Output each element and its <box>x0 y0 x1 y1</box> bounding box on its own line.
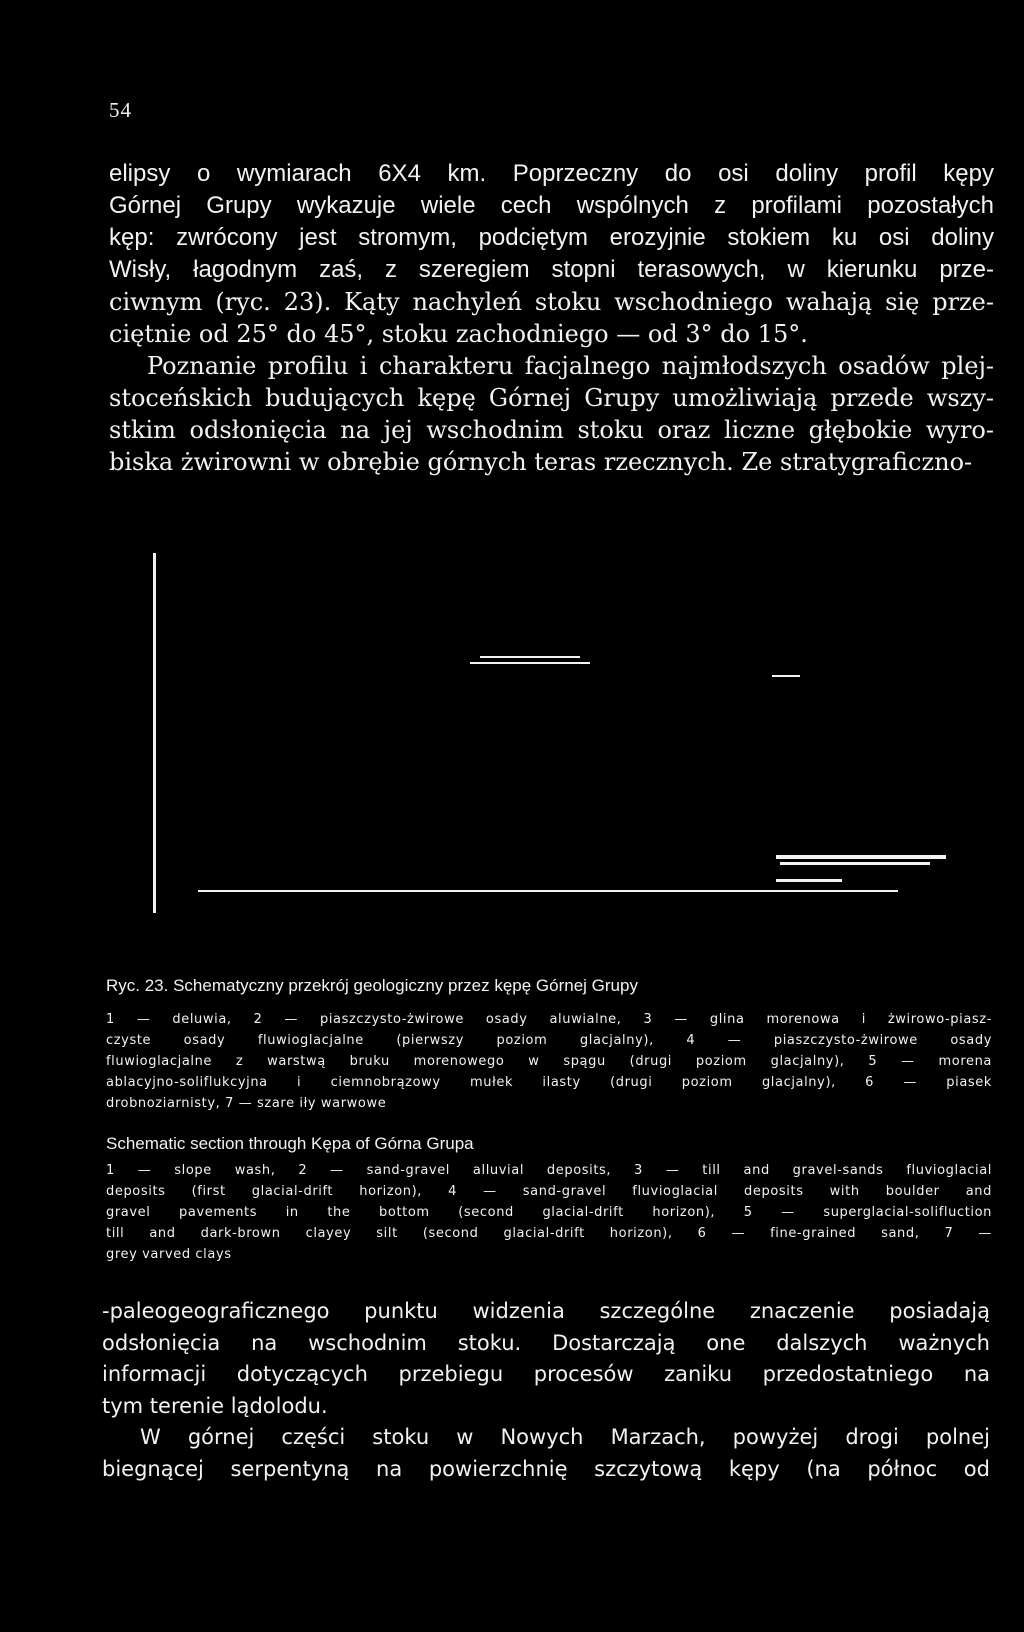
page-number: 54 <box>109 98 132 122</box>
legend-line: fluwioglacjalne z warstwą bruku morenowego w spągu (drugi poziom glacjalny), 5 — morena <box>106 1054 992 1069</box>
legend-line: 1 — slope wash, 2 — sand-gravel alluvial deposits, 3 — till and gravel-sands fluvioglacial <box>106 1163 992 1178</box>
text-line: elipsy o wymiarach 6X4 km. Poprzeczny do osi doliny profil kępy <box>109 160 994 187</box>
legend-line: drobnoziarnisty, 7 — szare iły warwowe <box>106 1096 387 1111</box>
legend-line: till and dark-brown clayey silt (second glacial-drift horizon), 6 — fine-grained sand, 7 — <box>106 1226 992 1241</box>
paragraph-4 <box>102 1422 990 1485</box>
strata-line <box>772 675 800 677</box>
caption-en-legend <box>106 1160 992 1265</box>
text-line: Poznanie profilu i charakteru facjalnego najmłodszych osadów plej- <box>147 352 994 380</box>
legend-line: deposits (first glacial-drift horizon), 4 — sand-gravel fluvioglacial deposits with boulder and <box>106 1184 992 1199</box>
legend-line: grey varved clays <box>106 1247 232 1262</box>
legend-line: czyste osady fluwioglacjalne (pierwszy poziom glacjalny), 4 — piaszczysto-żwirowe osady <box>106 1033 992 1048</box>
left-vertical-axis <box>153 553 156 913</box>
text-line: informacji dotyczących przebiegu procesów zaniku przedostatniego na <box>102 1362 990 1386</box>
geological-section-figure <box>140 548 980 948</box>
legend-line: ablacyjno-soliflukcyjna i ciemnobrązowy mułek ilasty (drugi poziom glacjalny), 6 — piasek <box>106 1075 992 1090</box>
legend-line: gravel pavements in the bottom (second glacial-drift horizon), 5 — superglacial-solifluction <box>106 1205 992 1220</box>
strata-line <box>776 879 842 882</box>
text-line: ciwnym (ryc. 23). Kąty nachyleń stoku wschodniego wahają się prze- <box>109 288 994 316</box>
text-line: ciętnie od 25° do 45°, stoku zachodniego — od 3° do 15°. <box>109 320 808 348</box>
strata-line <box>780 862 930 865</box>
text-line: tym terenie lądolodu. <box>102 1393 328 1418</box>
section-drawing <box>140 548 980 948</box>
text-line: odsłonięcia na wschodnim stoku. Dostarczają one dalszych ważnych <box>102 1330 990 1355</box>
text-line: Wisły, łagodnym zaś, z szeregiem stopni terasowych, w kierunku prze- <box>109 256 994 283</box>
text-line: biska żwirowni w obrębie górnych teras rzecznych. Ze stratygraficzno- <box>109 448 973 476</box>
caption-pl-legend <box>106 1009 992 1114</box>
caption-en-title: Schematic section through Kępa of Górna Grupa <box>106 1134 474 1153</box>
text-line: stoceńskich budujących kępę Górnej Grupy umożliwiają przede wszy- <box>109 384 994 412</box>
text-line: kęp: zwrócony jest stromym, podciętym erozyjnie stokiem ku osi doliny <box>109 224 994 251</box>
text-line: stkim odsłonięcia na jej wschodnim stoku oraz liczne głębokie wyro- <box>109 416 994 444</box>
text-line: Górnej Grupy wykazuje wiele cech wspólnych z profilami pozostałych <box>109 192 994 219</box>
strata-line <box>470 662 590 664</box>
baseline-line <box>198 890 898 892</box>
paragraph-2 <box>109 350 994 478</box>
legend-line: 1 — deluwia, 2 — piaszczysto-żwirowe osady aluwialne, 3 — glina morenowa i żwirowo-piasz- <box>106 1012 992 1027</box>
text-line: W górnej części stoku w Nowych Marzach, powyżej drogi polnej <box>140 1425 990 1449</box>
text-line: -paleogeograficznego punktu widzenia szczególne znaczenie posiadają <box>102 1299 990 1323</box>
caption-pl-title: Ryc. 23. Schematyczny przekrój geologiczny przez kępę Górnej Grupy <box>106 976 638 995</box>
paragraph-1 <box>109 158 994 350</box>
paragraph-3 <box>102 1296 990 1422</box>
strata-line <box>480 656 580 658</box>
text-line: biegnącej serpentyną na powierzchnię szczytową kępy (na północ od <box>102 1456 990 1481</box>
strata-line <box>776 855 946 859</box>
